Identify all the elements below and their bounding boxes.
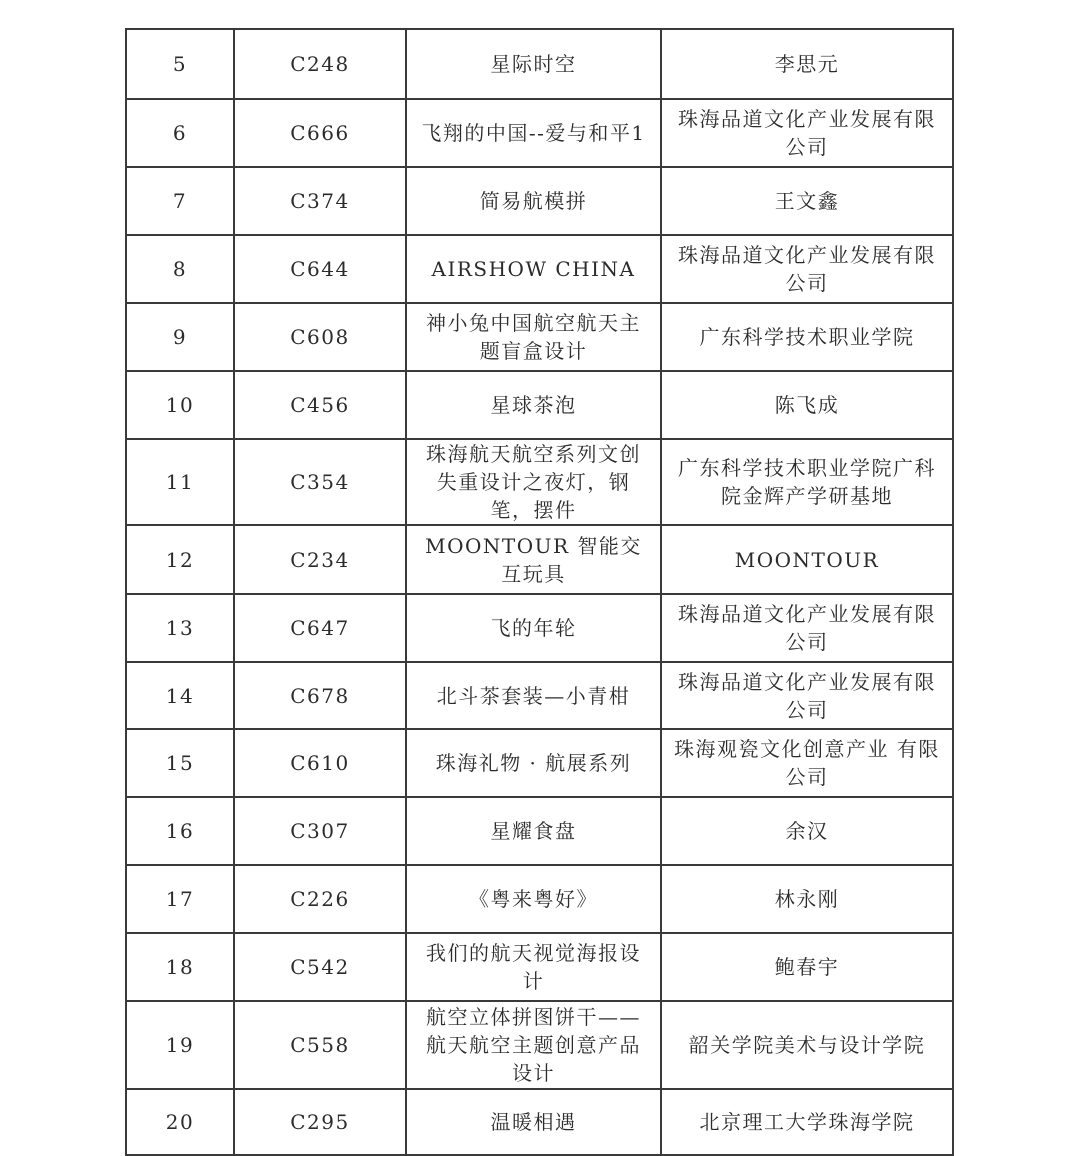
cell-code: C354 (234, 439, 406, 525)
table-row (126, 371, 953, 439)
cell-title: 星球茶泡 (406, 371, 661, 439)
cell-author: 韶关学院美术与设计学院 (661, 1001, 953, 1089)
cell-title: 星际时空 (406, 29, 661, 99)
table-row (126, 662, 953, 729)
cell-code: C374 (234, 167, 406, 235)
cell-number: 17 (126, 865, 234, 933)
cell-author: 珠海品道文化产业发展有限公司 (661, 235, 953, 303)
cell-number: 8 (126, 235, 234, 303)
table-row (126, 797, 953, 865)
cell-number: 5 (126, 29, 234, 99)
cell-title: 珠海礼物 · 航展系列 (406, 729, 661, 797)
cell-title: 《粤来粤好》 (406, 865, 661, 933)
cell-code: C456 (234, 371, 406, 439)
cell-code: C647 (234, 594, 406, 662)
cell-author: 林永刚 (661, 865, 953, 933)
cell-title: 飞翔的中国--爱与和平1 (406, 99, 661, 167)
cell-code: C644 (234, 235, 406, 303)
cell-title: 简易航模拼 (406, 167, 661, 235)
table-row (126, 303, 953, 371)
award-list-table (125, 28, 954, 1156)
cell-author: 珠海品道文化产业发展有限公司 (661, 99, 953, 167)
cell-number: 19 (126, 1001, 234, 1089)
cell-author: 珠海品道文化产业发展有限公司 (661, 662, 953, 729)
table-row (126, 439, 953, 525)
cell-code: C226 (234, 865, 406, 933)
cell-title: 航空立体拼图饼干——航天航空主题创意产品设计 (406, 1001, 661, 1089)
cell-code: C234 (234, 525, 406, 594)
cell-number: 11 (126, 439, 234, 525)
cell-number: 18 (126, 933, 234, 1001)
cell-title: 星耀食盘 (406, 797, 661, 865)
table-row (126, 1089, 953, 1155)
cell-code: C608 (234, 303, 406, 371)
table-row (126, 29, 953, 99)
table-row (126, 865, 953, 933)
cell-author: 王文鑫 (661, 167, 953, 235)
cell-number: 10 (126, 371, 234, 439)
cell-title: 我们的航天视觉海报设计 (406, 933, 661, 1001)
cell-number: 16 (126, 797, 234, 865)
cell-author: 珠海观瓷文化创意产业 有限公司 (661, 729, 953, 797)
cell-code: C542 (234, 933, 406, 1001)
cell-title: AIRSHOW CHINA (406, 235, 661, 303)
cell-author: 广东科学技术职业学院广科院金辉产学研基地 (661, 439, 953, 525)
cell-code: C666 (234, 99, 406, 167)
cell-author: 珠海品道文化产业发展有限公司 (661, 594, 953, 662)
cell-title: 珠海航天航空系列文创失重设计之夜灯，钢笔，摆件 (406, 439, 661, 525)
table-row (126, 235, 953, 303)
cell-title: MOONTOUR 智能交互玩具 (406, 525, 661, 594)
cell-title: 北斗茶套装—小青柑 (406, 662, 661, 729)
cell-code: C610 (234, 729, 406, 797)
cell-code: C558 (234, 1001, 406, 1089)
cell-author: 陈飞成 (661, 371, 953, 439)
cell-code: C248 (234, 29, 406, 99)
cell-code: C295 (234, 1089, 406, 1155)
table-row (126, 729, 953, 797)
cell-number: 7 (126, 167, 234, 235)
table-row (126, 594, 953, 662)
cell-number: 20 (126, 1089, 234, 1155)
cell-number: 6 (126, 99, 234, 167)
cell-author: 广东科学技术职业学院 (661, 303, 953, 371)
cell-author: 鲍春宇 (661, 933, 953, 1001)
cell-author: 余汉 (661, 797, 953, 865)
cell-number: 9 (126, 303, 234, 371)
table-row (126, 99, 953, 167)
table-row (126, 933, 953, 1001)
cell-number: 14 (126, 662, 234, 729)
cell-title: 神小兔中国航空航天主题盲盒设计 (406, 303, 661, 371)
table-row (126, 525, 953, 594)
cell-author: MOONTOUR (661, 525, 953, 594)
cell-number: 15 (126, 729, 234, 797)
cell-code: C307 (234, 797, 406, 865)
cell-code: C678 (234, 662, 406, 729)
cell-number: 13 (126, 594, 234, 662)
cell-title: 温暖相遇 (406, 1089, 661, 1155)
table-row (126, 1001, 953, 1089)
cell-title: 飞的年轮 (406, 594, 661, 662)
cell-number: 12 (126, 525, 234, 594)
cell-author: 李思元 (661, 29, 953, 99)
cell-author: 北京理工大学珠海学院 (661, 1089, 953, 1155)
table-row (126, 167, 953, 235)
